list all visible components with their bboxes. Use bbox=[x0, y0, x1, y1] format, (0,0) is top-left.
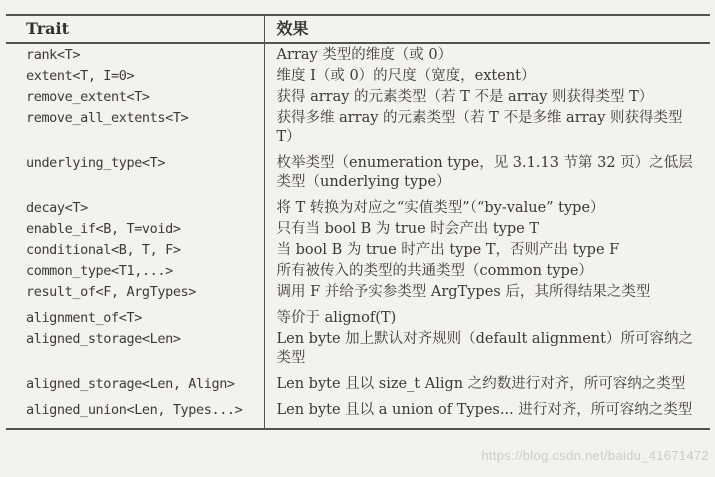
trait-effect: 等价于 alignof(T) bbox=[276, 310, 397, 326]
trait-effect: 获得 array 的元素类型（若 T 不是 array 则获得类型 T） bbox=[276, 89, 654, 105]
table-row bbox=[6, 87, 710, 108]
csdn-watermark-text: https://blog.csdn.net/baidu_41671472 bbox=[481, 448, 709, 463]
trait-effect: 只有当 bool B 为 true 时会产出 type T bbox=[276, 221, 540, 237]
table-row bbox=[6, 374, 710, 400]
trait-name: extent<T, I=0> bbox=[6, 66, 264, 87]
table-row bbox=[6, 43, 710, 66]
table-row bbox=[6, 329, 710, 374]
trait-effect: 调用 F 并给予实参类型 ArgTypes 后，其所得结果之类型 bbox=[276, 284, 651, 300]
trait-name: rank<T> bbox=[6, 43, 264, 66]
trait-name: alignment_of<T> bbox=[6, 308, 264, 329]
trait-name: enable_if<B, T=void> bbox=[6, 219, 264, 240]
column-header-effect: 效果 bbox=[264, 15, 710, 43]
table-row bbox=[6, 108, 710, 153]
table-row bbox=[6, 282, 710, 308]
trait-effect: Len byte 且以 a union of Types... 进行对齐，所可容纳之类型 bbox=[276, 402, 693, 418]
trait-name: remove_all_extents<T> bbox=[6, 108, 264, 153]
trait-effect: Len byte 且以 size_t Align 之约数进行对齐，所可容纳之类型 bbox=[276, 376, 686, 392]
table-row bbox=[6, 308, 710, 329]
table-row bbox=[6, 66, 710, 87]
trait-effect: 枚举类型（enumeration type，见 3.1.13 节第 32 页）之低层类型（underlying type） bbox=[276, 155, 693, 190]
trait-effect: 当 bool B 为 true 时产出 type T，否则产出 type F bbox=[276, 242, 620, 258]
trait-effect: 将 T 转换为对应之“实值类型”（“by-value” type） bbox=[276, 200, 605, 216]
table-row bbox=[6, 219, 710, 240]
table-row bbox=[6, 261, 710, 282]
table-row bbox=[6, 198, 710, 219]
type-traits-table bbox=[6, 14, 710, 430]
trait-effect: 获得多维 array 的元素类型（若 T 不是多维 array 则获得类型 T） bbox=[276, 110, 683, 145]
table-row bbox=[6, 153, 710, 198]
trait-name: aligned_storage<Len> bbox=[6, 329, 264, 374]
trait-effect: Array 类型的维度（或 0） bbox=[276, 47, 453, 63]
trait-name: decay<T> bbox=[6, 198, 264, 219]
trait-name: underlying_type<T> bbox=[6, 153, 264, 198]
table-header-row bbox=[6, 15, 710, 43]
trait-name: aligned_storage<Len, Align> bbox=[6, 374, 264, 400]
column-header-trait: Trait bbox=[6, 15, 264, 43]
trait-name: remove_extent<T> bbox=[6, 87, 264, 108]
table-row bbox=[6, 240, 710, 261]
trait-name: common_type<T1,...> bbox=[6, 261, 264, 282]
trait-name: aligned_union<Len, Types...> bbox=[6, 400, 264, 429]
trait-effect: 维度 I（或 0）的尺度（宽度，extent） bbox=[276, 68, 536, 84]
table-row bbox=[6, 400, 710, 429]
trait-name: conditional<B, T, F> bbox=[6, 240, 264, 261]
trait-effect: Len byte 加上默认对齐规则（default alignment）所可容纳之类型 bbox=[276, 331, 693, 366]
trait-name: result_of<F, ArgTypes> bbox=[6, 282, 264, 308]
trait-effect: 所有被传入的类型的共通类型（common type） bbox=[276, 263, 593, 279]
book-page bbox=[6, 14, 710, 430]
